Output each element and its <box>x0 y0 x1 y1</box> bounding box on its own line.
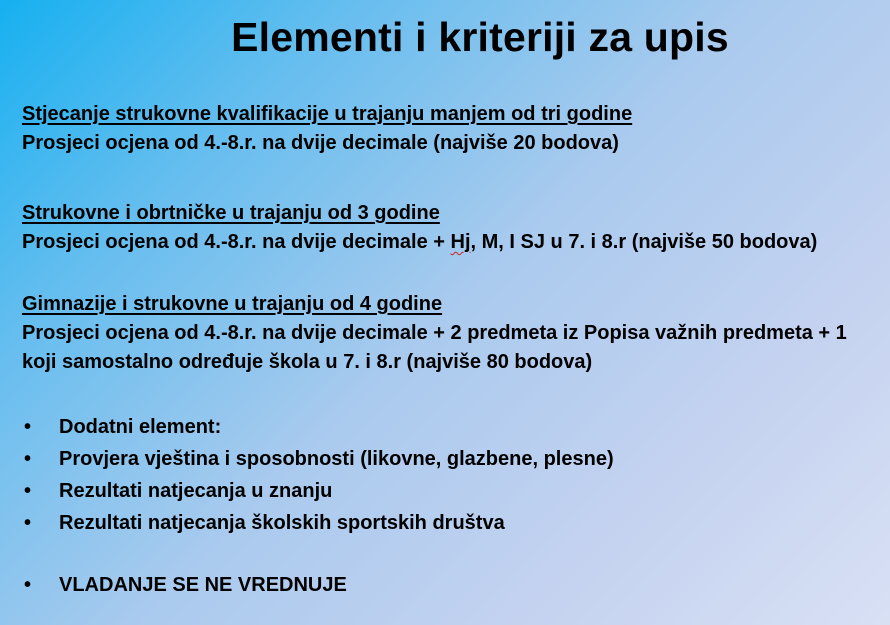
section-short-vocational <box>22 100 872 158</box>
bullet-icon: • <box>24 512 32 534</box>
list-item-text: Rezultati natjecanja u znanju <box>59 480 333 502</box>
list-item <box>22 571 614 603</box>
list-item-text: Dodatni element: <box>59 416 222 438</box>
section-body: Prosjeci ocjena od 4.-8.r. na dvije decimale (najviše 20 bodova) <box>22 132 619 154</box>
list-item-text: Provjera vještina i sposobnosti (likovne, glazbene, plesne) <box>59 448 614 470</box>
section-body-text: , M, I SJ u 7. i 8.r (najviše 50 bodova) <box>470 231 818 253</box>
bullet-icon: • <box>24 574 32 596</box>
section-heading: Gimnazije i strukovne u trajanju od 4 godine <box>22 293 443 315</box>
bullet-list <box>22 413 614 603</box>
list-item <box>22 477 614 509</box>
bullet-icon: • <box>24 416 32 438</box>
section-three-year <box>22 199 872 257</box>
section-body <box>22 228 872 257</box>
list-item-text: Rezultati natjecanja školskih sportskih društva <box>59 512 505 534</box>
list-item <box>22 413 614 445</box>
section-four-year <box>22 290 872 377</box>
section-body: Prosjeci ocjena od 4.-8.r. na dvije decimale + 2 predmeta iz Popisa važnih predmeta + 1 koji samostalno određuje škola u 7. i 8.r (najviše 80 bodova) <box>22 322 847 373</box>
spellcheck-flagged-word: Hj <box>450 231 471 253</box>
bullet-icon: • <box>24 448 32 470</box>
section-heading: Strukovne i obrtničke u trajanju od 3 godine <box>22 202 440 224</box>
section-heading: Stjecanje strukovne kvalifikacije u trajanju manjem od tri godine <box>22 103 633 125</box>
list-item <box>22 445 614 477</box>
list-item <box>22 509 614 541</box>
section-body-text: Prosjeci ocjena od 4.-8.r. na dvije decimale + <box>22 231 451 253</box>
list-item-text: VLADANJE SE NE VREDNUJE <box>59 574 347 596</box>
bullet-icon: • <box>24 480 32 502</box>
slide-title: Elementi i kriteriji za upis <box>231 14 729 60</box>
